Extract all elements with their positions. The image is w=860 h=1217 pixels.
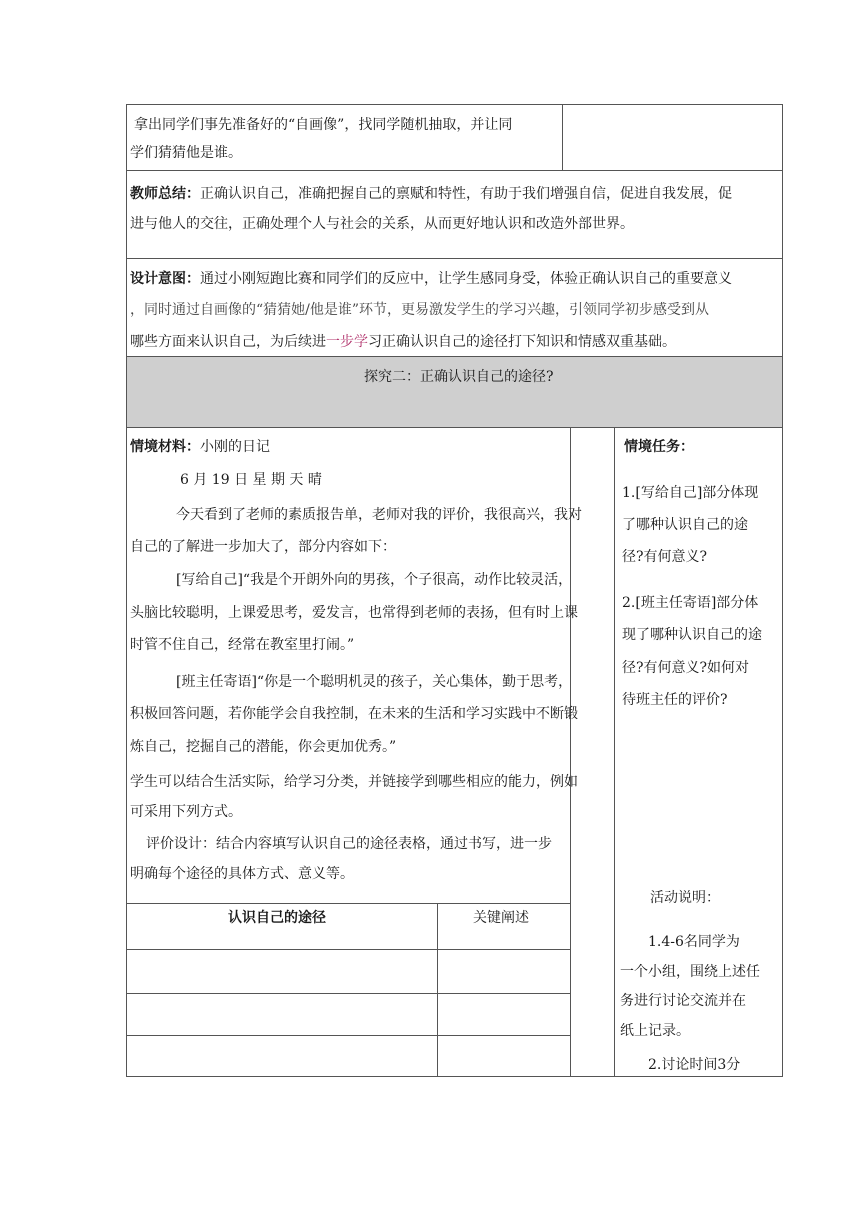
inner-table-border	[126, 1035, 570, 1036]
table-border	[126, 1076, 783, 1077]
inner-table-header-key: 关键阐述	[473, 910, 529, 926]
task1-l2: 了哪种认识自己的途	[622, 517, 748, 533]
activity1-l1: 1.4-6名同学为	[648, 934, 740, 950]
material-p4-l1: 学生可以结合生活实际，给学习分类，并链接学到哪些相应的能力，例如	[130, 774, 578, 790]
table-border	[562, 104, 563, 170]
activity-label: 活动说明：	[650, 890, 720, 906]
activity2: 2.讨论时间3分	[648, 1057, 741, 1073]
design-intent-text: 通过小刚短跑比赛和同学们的反应中，让学生感同身受，体验正确认识自己的重要意义	[200, 271, 732, 287]
table-border	[126, 104, 783, 105]
material-label: 情境材料：	[130, 439, 200, 455]
diary-p2-l3: 时管不住自己，经常在教室里打闹。”	[130, 637, 355, 653]
diary-p2-l1: [写给自己]“我是个开朗外向的男孩，个子很高，动作比较灵活，	[176, 572, 573, 588]
inner-table-border	[126, 949, 570, 950]
table-border	[126, 258, 783, 259]
table-border	[782, 104, 783, 1077]
diary-p3-l2: 积极回答问题，若你能学会自我控制，在未来的生活和学习实践中不断锻	[130, 706, 578, 722]
teacher-summary-line2: 进与他人的交往，正确处理个人与社会的关系，从而更好地认识和改造外部世界。	[130, 216, 634, 232]
table-border	[126, 170, 783, 171]
row1-line2: 学们猜猜他是谁。	[130, 145, 242, 161]
table-border	[614, 427, 615, 1076]
table-border	[126, 427, 783, 428]
design-intent-line3-c: 习正确认识自己的途径打下知识和情感双重基础。	[368, 334, 676, 350]
task1-l3: 径?有何意义?	[622, 549, 708, 565]
teacher-summary-label: 教师总结：	[130, 186, 200, 202]
diary-p3-l3: 炼自己，挖掘自己的潜能，你会更加优秀。”	[130, 739, 397, 755]
task2-l1: 2.[班主任寄语]部分体	[622, 595, 759, 611]
activity1-l3: 务进行讨论交流并在	[620, 993, 746, 1009]
material-p4-l2: 可采用下列方式。	[130, 804, 242, 820]
material-p5-l2: 明确每个途径的具体方式、意义等。	[130, 866, 354, 882]
inner-table-border	[126, 993, 570, 994]
teacher-summary-text: 正确认识自己，准确把握自己的禀赋和特性，有助于我们增强自信，促进自我发展，促	[200, 186, 732, 202]
row1-line1: 拿出同学们事先准备好的“自画像”，找同学随机抽取，并让同	[134, 117, 513, 133]
design-intent-line2: ，同时通过自画像的“猜猜她/他是谁”环节，更易激发学生的学习兴趣，引领同学初步感受到从	[130, 302, 710, 318]
inner-table-header-ways: 认识自己的途径	[228, 910, 326, 926]
activity1-l4: 纸上记录。	[620, 1023, 690, 1039]
teacher-summary-line1	[130, 184, 732, 204]
diary-p3-l1: [班主任寄语]“你是一个聪明机灵的孩子，关心集体，勤于思考，	[176, 674, 573, 690]
material-title: 小刚的日记	[200, 439, 270, 455]
task1-l1: 1.[写给自己]部分体现	[622, 485, 759, 501]
design-intent-line1	[130, 269, 732, 289]
inner-table-border	[437, 903, 438, 1076]
task2-l2: 现了哪种认识自己的途	[622, 627, 762, 643]
task-label: 情境任务：	[624, 439, 694, 455]
diary-p2-l2: 头脑比较聪明，上课爱思考，爱发言，也常得到老师的表扬，但有时上课	[130, 605, 578, 621]
activity1-l2: 一个小组，围绕上述任	[620, 964, 760, 980]
material-p5-l1: 评价设计：结合内容填写认识自己的途径表格，通过书写，进一步	[146, 836, 552, 852]
design-intent-line3-a: 哪些方面来认识自己，为后续进	[130, 334, 326, 350]
design-intent-line3	[130, 332, 676, 352]
task2-l4: 待班主任的评价?	[622, 692, 728, 708]
material-title-line	[130, 437, 270, 457]
inner-table-border	[126, 903, 570, 904]
task2-l3: 径?有何意义?如何对	[622, 660, 750, 676]
design-intent-highlight: 一步学	[326, 334, 368, 350]
diary-p1-l2: 自己的了解进一步加大了，部分内容如下：	[130, 539, 396, 555]
section-header-title: 探究二：正确认识自己的途径?	[364, 369, 554, 385]
diary-p1-l1: 今天看到了老师的素质报告单，老师对我的评价，我很高兴，我对	[176, 507, 582, 523]
table-border	[126, 104, 127, 1077]
design-intent-label: 设计意图：	[130, 271, 200, 287]
diary-date: 6 月 19 日 星 期 天 晴	[180, 472, 322, 488]
